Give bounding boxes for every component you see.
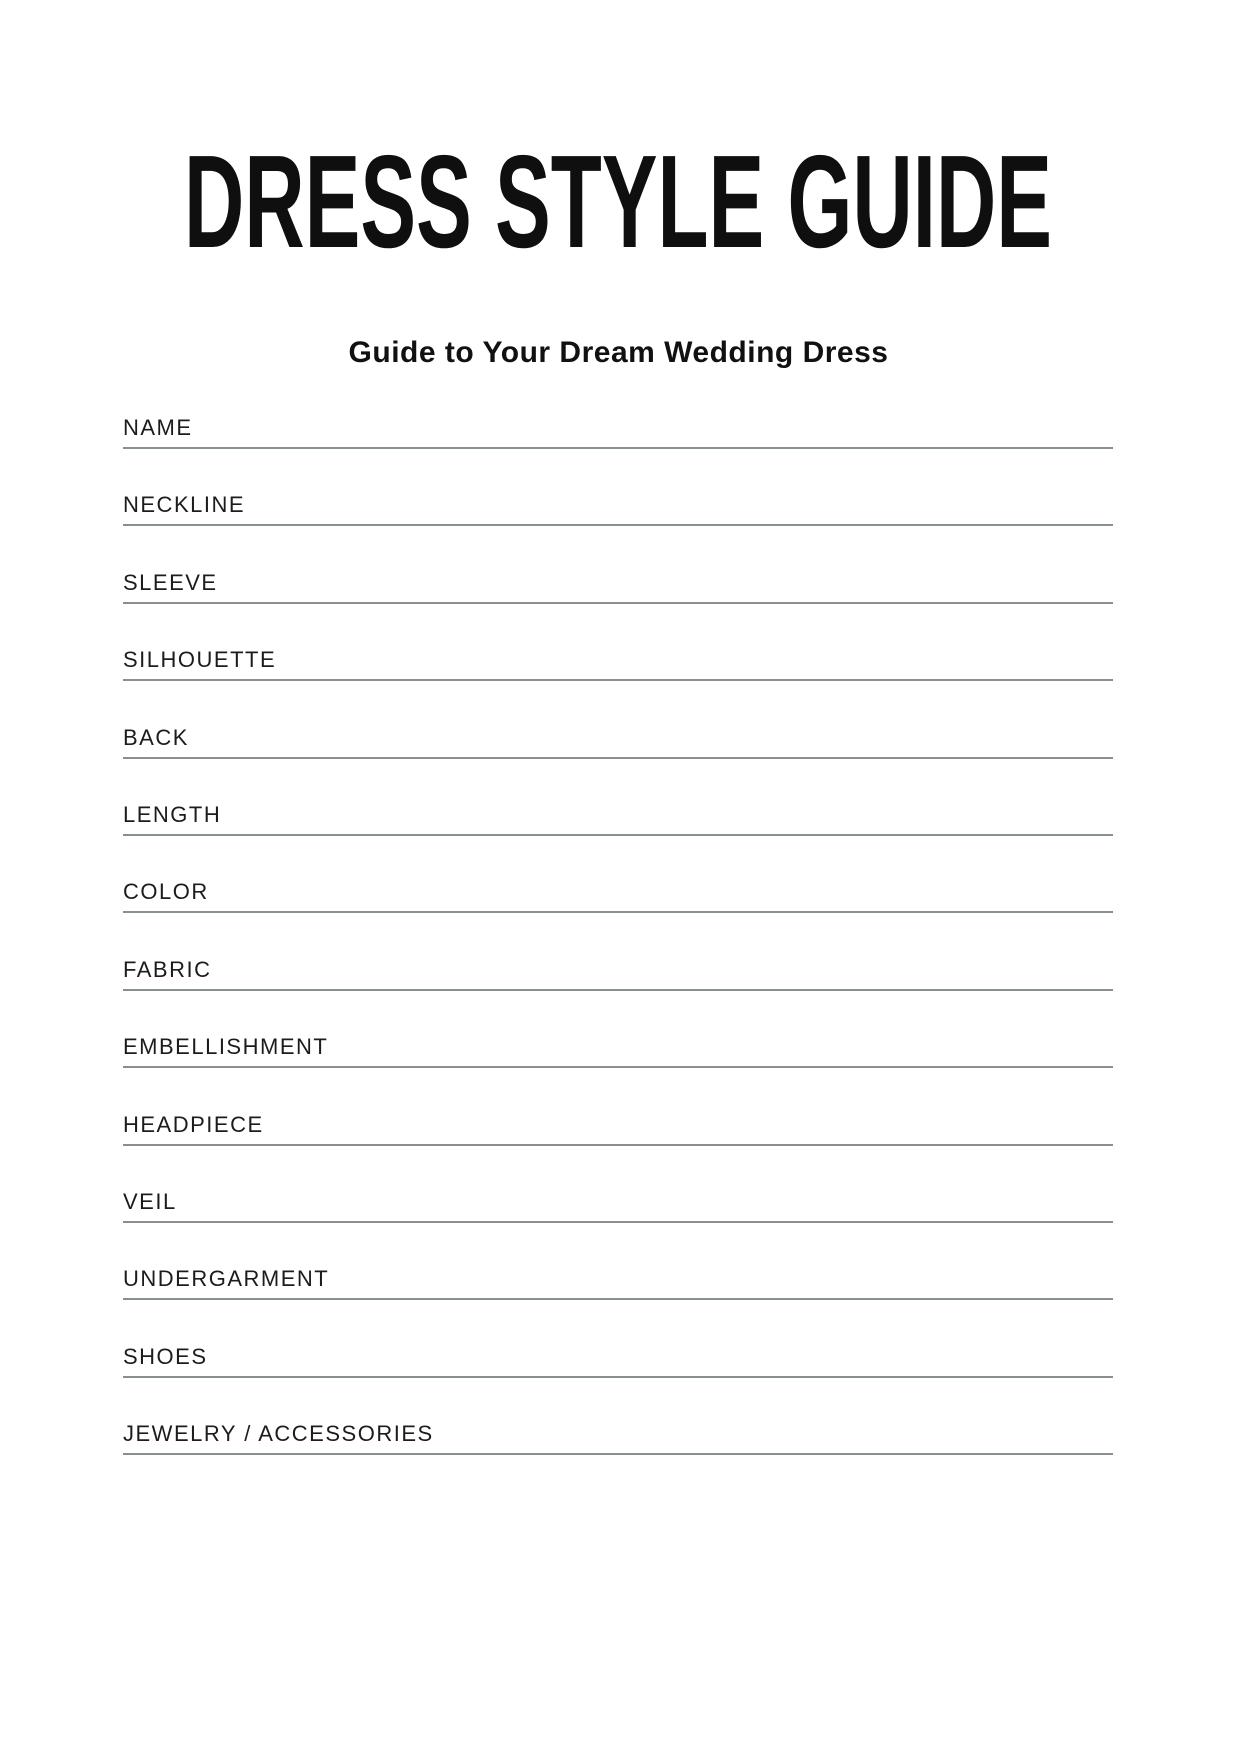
field-underline: [123, 1144, 1113, 1146]
field-row-name: [123, 417, 1114, 494]
field-underline: [123, 679, 1113, 681]
field-label: NECKLINE: [123, 492, 246, 518]
field-row-length: [123, 801, 1114, 881]
field-row-veil: [123, 1188, 1114, 1268]
field-label: EMBELLISHMENT: [123, 1034, 329, 1060]
field-underline: [123, 834, 1113, 836]
field-label: LENGTH: [123, 801, 222, 827]
field-underline: [123, 1376, 1113, 1378]
field-underline: [123, 911, 1113, 913]
field-row-silhouette: [123, 649, 1114, 726]
field-row-jewelry-accessories: [123, 1423, 1114, 1500]
field-label: SHOES: [123, 1343, 208, 1369]
field-row-shoes: [123, 1343, 1114, 1423]
page-subtitle: Guide to Your Dream Wedding Dress: [348, 336, 889, 369]
dress-style-guide-page: [0, 140, 1237, 1750]
field-label: COLOR: [123, 879, 209, 905]
field-label: JEWELRY / ACCESSORIES: [123, 1421, 434, 1447]
field-underline: [123, 447, 1113, 449]
field-underline: [123, 524, 1113, 526]
field-row-sleeve: [123, 569, 1114, 649]
field-underline: [123, 602, 1113, 604]
field-underline: [123, 1453, 1113, 1455]
field-label: UNDERGARMENT: [123, 1266, 330, 1292]
field-row-back: [123, 724, 1114, 804]
field-underline: [123, 1066, 1113, 1068]
field-underline: [123, 1221, 1113, 1223]
field-row-fabric: [123, 956, 1114, 1036]
field-row-undergarment: [123, 1268, 1114, 1345]
field-underline: [123, 757, 1113, 759]
field-row-color: [123, 881, 1114, 958]
field-label: NAME: [123, 415, 193, 440]
field-row-embellishment: [123, 1036, 1114, 1113]
field-row-headpiece: [123, 1111, 1114, 1191]
field-label: BACK: [123, 724, 189, 750]
field-label: VEIL: [123, 1188, 177, 1214]
field-row-neckline: [123, 494, 1114, 571]
field-label: HEADPIECE: [123, 1111, 264, 1137]
field-label: FABRIC: [123, 956, 212, 982]
form-fields: [123, 417, 1114, 1500]
field-underline: [123, 1298, 1113, 1300]
page-title: [0, 140, 1237, 255]
field-underline: [123, 989, 1113, 991]
page-title-text: DRESS STYLE GUIDE: [184, 140, 1052, 255]
field-label: SLEEVE: [123, 569, 218, 595]
field-label: SILHOUETTE: [123, 647, 277, 673]
